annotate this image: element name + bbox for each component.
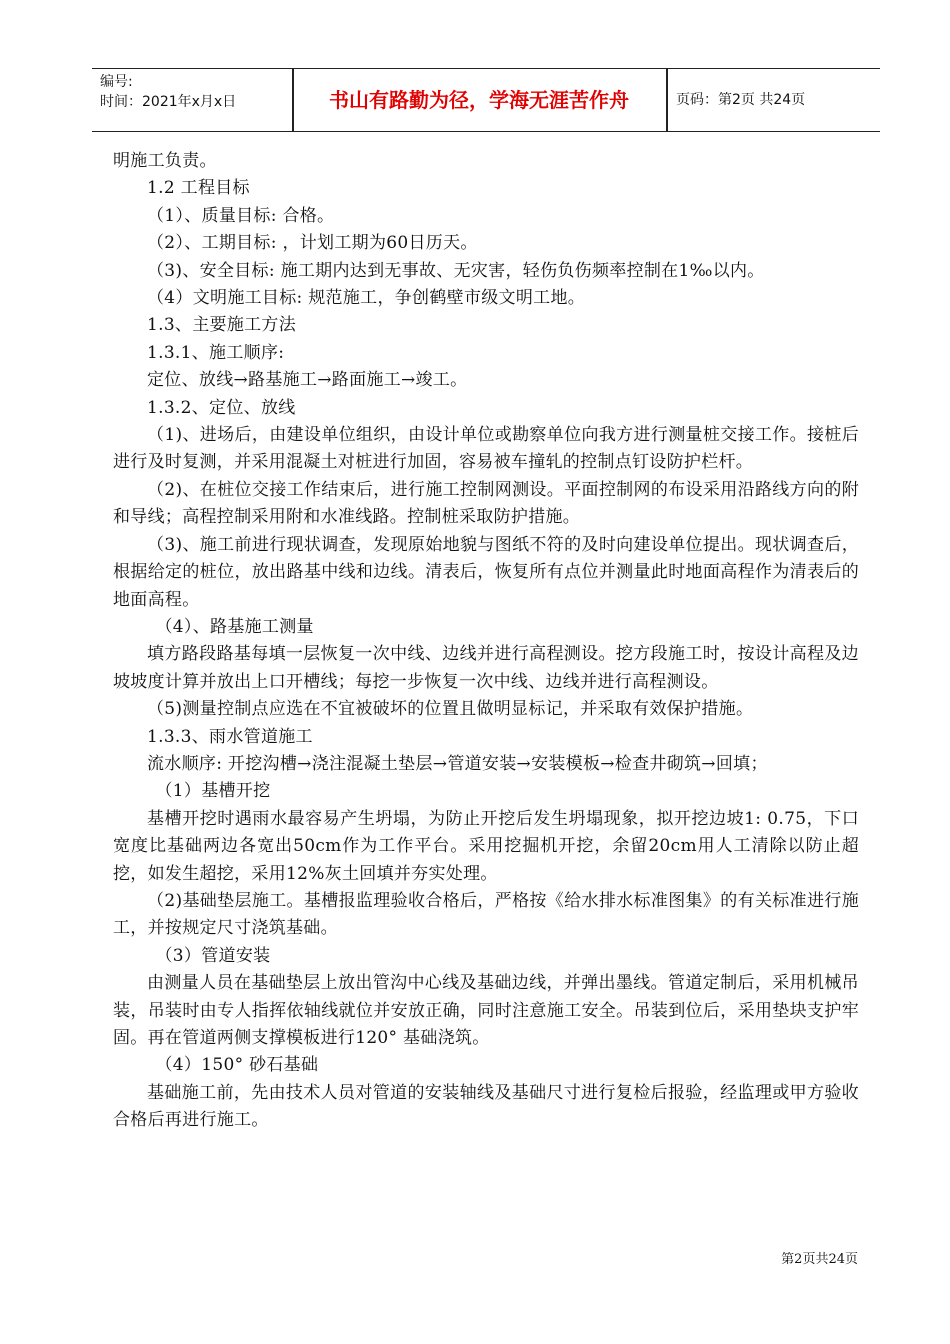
paragraph: 1.3.2、定位、放线 <box>147 397 296 418</box>
page-header <box>92 68 880 132</box>
paragraph: 1.3.1、施工顺序: <box>147 342 285 363</box>
footer-page-number: 第2页共24页 <box>781 1252 858 1267</box>
paragraph: （4）文明施工目标: 规范施工，争创鹤壁市级文明工地。 <box>147 288 586 309</box>
paragraph: 定位、放线→路基施工→路面施工→竣工。 <box>147 370 468 391</box>
paragraph: 1.2 工程目标 <box>147 178 250 199</box>
paragraph: 基槽开挖时遇雨水最容易产生坍塌，为防止开挖后发生坍塌现象，拟开挖边坡1: 0.75，下口宽度比基础两边各宽出50cm作为工作平台。采用挖掘机开挖，余留20cm用人工清除以防止超挖，如发生超挖，采用12%灰土回填并夯实处理。 <box>113 808 859 884</box>
header-motto: 书山有路勤为径，学海无涯苦作舟 <box>329 88 629 112</box>
paragraph: （2)、在桩位交接工作结束后，进行施工控制网测设。平面控制网的布设采用沿路线方向的附和导线；高程控制采用附和水准线路。控制桩采取防护措施。 <box>113 479 859 528</box>
paragraph: 明施工负责。 <box>113 151 217 171</box>
paragraph: （4）、路基施工测量 <box>155 616 314 637</box>
paragraph: （1)、进场后，由建设单位组织，由设计单位或勘察单位向我方进行测量桩交接工作。接桩后进行及时复测，并采用混凝土对桩进行加固，容易被车撞轧的控制点钉设防护栏杆。 <box>113 425 859 473</box>
paragraph: （3）管道安装 <box>155 945 271 966</box>
paragraph: 填方路段路基每填一层恢复一次中线、边线并进行高程测设。挖方段施工时，按设计高程及边坡坡度计算并放出上口开槽线；每挖一步恢复一次中线、边线并进行高程测设。 <box>113 644 859 692</box>
number-label: 编号: <box>100 74 133 90</box>
paragraph: （3)、施工前进行现状调查，发现原始地貌与图纸不符的及时向建设单位提出。现状调查后，根据给定的桩位，放出路基中线和边线。清表后，恢复所有点位并测量此时地面高程作为清表后的地面高程。 <box>113 534 859 610</box>
paragraph: （1）、质量目标: 合格。 <box>147 205 335 226</box>
header-divider <box>666 69 668 131</box>
time-label: 时间：2021年x月x日 <box>100 94 237 110</box>
paragraph: （5)测量控制点应选在不宜被破坏的位置且做明显标记，并采取有效保护措施。 <box>147 699 754 720</box>
header-page-number: 页码：第2页 共24页 <box>676 92 806 108</box>
paragraph: 基础施工前，先由技术人员对管道的安装轴线及基础尺寸进行复检后报验，经监理或甲方验收合格后再进行施工。 <box>113 1082 859 1131</box>
header-info <box>100 69 290 131</box>
paragraph: 由测量人员在基础垫层上放出管沟中心线及基础边线，并弹出墨线。管道定制后，采用机械吊装，吊装时由专人指挥依轴线就位并安放正确，同时注意施工安全。吊装到位后，采用垫块支护牢固。再在管道两侧支撑模板进行120° 基础浇筑。 <box>113 973 859 1048</box>
paragraph: （2)基础垫层施工。基槽报监理验收合格后，严格按《给水排水标准图集》的有关标准进行施工，并按规定尺寸浇筑基础。 <box>113 890 859 939</box>
paragraph: （2）、工期目标: ，计划工期为60日历天。 <box>147 233 478 254</box>
paragraph: （1）基槽开挖 <box>155 781 271 802</box>
paragraph: （3)、安全目标: 施工期内达到无事故、无灾害，轻伤负伤频率控制在1‰以内。 <box>147 260 765 281</box>
paragraph: 1.3.3、雨水管道施工 <box>147 726 313 747</box>
document-body <box>113 148 859 1135</box>
paragraph: （4）150° 砂石基础 <box>155 1055 319 1076</box>
paragraph: 流水顺序: 开挖沟槽→浇注混凝土垫层→管道安装→安装模板→检查井砌筑→回填； <box>147 753 768 774</box>
paragraph: 1.3、主要施工方法 <box>147 315 297 336</box>
